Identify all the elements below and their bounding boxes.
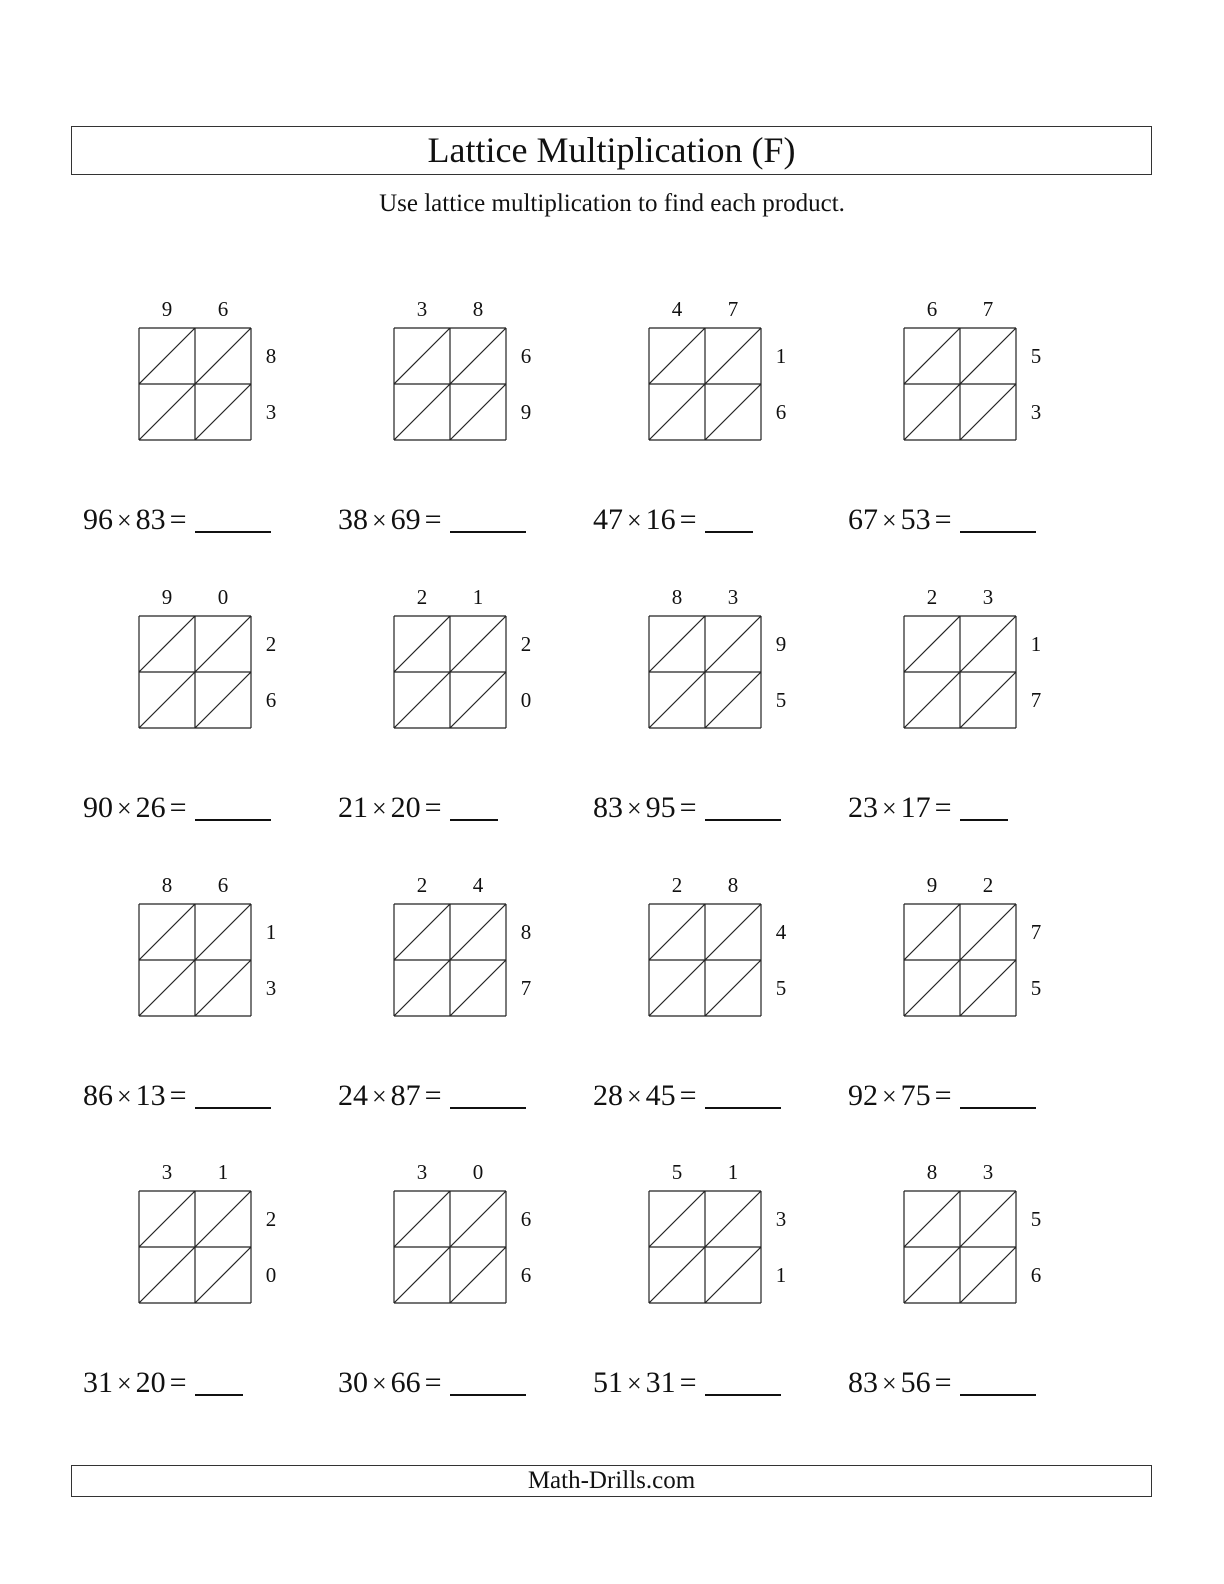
top-digit: 3 — [416, 1160, 428, 1184]
diagonal-line — [649, 1191, 705, 1247]
equation — [593, 1366, 781, 1400]
side-digit: 5 — [775, 688, 787, 712]
top-digit: 0 — [472, 1160, 484, 1184]
answer-blank[interactable] — [705, 530, 753, 533]
diagonal-line — [450, 904, 506, 960]
answer-blank[interactable] — [450, 1106, 526, 1109]
lattice-grid — [121, 1156, 291, 1316]
top-digit: 5 — [671, 1160, 683, 1184]
problem — [71, 581, 326, 871]
factor-b: 53 — [900, 503, 931, 536]
side-digit: 6 — [520, 344, 532, 368]
diagonal-line — [904, 904, 960, 960]
diagonal-line — [904, 1247, 960, 1303]
factor-a: 21 — [338, 791, 368, 824]
times-sign: × — [117, 794, 132, 823]
equation — [848, 1366, 1036, 1400]
times-sign: × — [882, 1369, 897, 1398]
equals-sign: = — [679, 1366, 697, 1399]
diagonal-line — [904, 616, 960, 672]
equation — [848, 503, 1036, 537]
side-digit: 6 — [520, 1207, 532, 1231]
times-sign: × — [372, 1369, 387, 1398]
diagonal-line — [139, 384, 195, 440]
side-digit: 3 — [775, 1207, 787, 1231]
times-sign: × — [117, 1369, 132, 1398]
diagonal-line — [904, 328, 960, 384]
equation — [83, 1079, 271, 1113]
answer-blank[interactable] — [705, 818, 781, 821]
side-digit: 2 — [520, 632, 532, 656]
lattice-grid — [121, 869, 291, 1029]
top-digit: 8 — [671, 585, 683, 609]
diagonal-line — [960, 616, 1016, 672]
top-digit: 2 — [416, 585, 428, 609]
answer-blank[interactable] — [705, 1106, 781, 1109]
problem — [581, 581, 836, 871]
diagonal-line — [139, 1191, 195, 1247]
equals-sign: = — [424, 503, 442, 536]
top-digit: 3 — [416, 297, 428, 321]
problem — [836, 1156, 1091, 1446]
diagonal-line — [960, 384, 1016, 440]
times-sign: × — [627, 1369, 642, 1398]
side-digit: 1 — [775, 344, 787, 368]
diagonal-line — [960, 328, 1016, 384]
top-digit: 6 — [217, 873, 229, 897]
factor-b: 16 — [645, 503, 676, 536]
factor-b: 66 — [390, 1366, 421, 1399]
factor-b: 20 — [390, 791, 421, 824]
problem — [836, 869, 1091, 1159]
side-digit: 6 — [265, 688, 277, 712]
diagonal-line — [649, 328, 705, 384]
times-sign: × — [627, 794, 642, 823]
top-digit: 9 — [926, 873, 938, 897]
factor-a: 92 — [848, 1079, 878, 1112]
answer-blank[interactable] — [960, 530, 1036, 533]
equals-sign: = — [934, 1079, 952, 1112]
times-sign: × — [627, 506, 642, 535]
side-digit: 2 — [265, 632, 277, 656]
equation — [338, 791, 498, 825]
worksheet-title: Lattice Multiplication (F) — [71, 126, 1152, 175]
diagonal-line — [195, 904, 251, 960]
factor-b: 69 — [390, 503, 421, 536]
diagonal-line — [649, 384, 705, 440]
factor-a: 67 — [848, 503, 878, 536]
top-digit: 1 — [727, 1160, 739, 1184]
diagonal-line — [649, 904, 705, 960]
equation — [593, 503, 753, 537]
top-digit: 1 — [472, 585, 484, 609]
side-digit: 5 — [1030, 344, 1042, 368]
equation — [83, 503, 271, 537]
side-digit: 7 — [520, 976, 532, 1000]
side-digit: 3 — [265, 976, 277, 1000]
diagonal-line — [394, 328, 450, 384]
diagonal-line — [394, 1191, 450, 1247]
problem — [71, 1156, 326, 1446]
side-digit: 1 — [1030, 632, 1042, 656]
equation — [848, 1079, 1036, 1113]
answer-blank[interactable] — [960, 1106, 1036, 1109]
equation — [338, 1079, 526, 1113]
diagonal-line — [394, 1247, 450, 1303]
top-digit: 3 — [982, 585, 994, 609]
factor-a: 23 — [848, 791, 878, 824]
diagonal-line — [904, 384, 960, 440]
diagonal-line — [195, 1247, 251, 1303]
top-digit: 3 — [982, 1160, 994, 1184]
problem — [836, 293, 1091, 583]
side-digit: 7 — [1030, 920, 1042, 944]
equals-sign: = — [169, 791, 187, 824]
answer-blank[interactable] — [705, 1393, 781, 1396]
side-digit: 8 — [520, 920, 532, 944]
factor-a: 83 — [848, 1366, 878, 1399]
times-sign: × — [372, 1082, 387, 1111]
equation — [593, 1079, 781, 1113]
diagonal-line — [705, 904, 761, 960]
diagonal-line — [394, 904, 450, 960]
diagonal-line — [394, 960, 450, 1016]
diagonal-line — [649, 960, 705, 1016]
diagonal-line — [960, 1191, 1016, 1247]
side-digit: 8 — [265, 344, 277, 368]
equals-sign: = — [169, 503, 187, 536]
top-digit: 2 — [671, 873, 683, 897]
equals-sign: = — [934, 791, 952, 824]
lattice-grid — [376, 1156, 546, 1316]
diagonal-line — [394, 672, 450, 728]
diagonal-line — [139, 904, 195, 960]
diagonal-line — [904, 672, 960, 728]
equals-sign: = — [424, 1366, 442, 1399]
factor-a: 47 — [593, 503, 623, 536]
factor-a: 24 — [338, 1079, 368, 1112]
side-digit: 3 — [1030, 400, 1042, 424]
lattice-grid — [121, 581, 291, 741]
equals-sign: = — [424, 1079, 442, 1112]
diagonal-line — [649, 1247, 705, 1303]
side-digit: 0 — [265, 1263, 277, 1287]
top-digit: 8 — [161, 873, 173, 897]
problem — [71, 869, 326, 1159]
factor-b: 95 — [645, 791, 676, 824]
factor-a: 38 — [338, 503, 368, 536]
top-digit: 1 — [217, 1160, 229, 1184]
factor-a: 31 — [83, 1366, 113, 1399]
times-sign: × — [117, 506, 132, 535]
top-digit: 8 — [472, 297, 484, 321]
side-digit: 5 — [1030, 1207, 1042, 1231]
equation — [338, 503, 526, 537]
side-digit: 3 — [265, 400, 277, 424]
problem — [326, 293, 581, 583]
diagonal-line — [960, 672, 1016, 728]
times-sign: × — [627, 1082, 642, 1111]
footer-site-label: Math-Drills.com — [71, 1465, 1152, 1497]
lattice-grid — [631, 1156, 801, 1316]
side-digit: 6 — [1030, 1263, 1042, 1287]
diagonal-line — [139, 1247, 195, 1303]
factor-a: 28 — [593, 1079, 623, 1112]
factor-b: 83 — [135, 503, 166, 536]
problem — [581, 293, 836, 583]
diagonal-line — [195, 328, 251, 384]
top-digit: 2 — [416, 873, 428, 897]
answer-blank[interactable] — [195, 1393, 243, 1396]
answer-blank[interactable] — [195, 1106, 271, 1109]
answer-blank[interactable] — [195, 530, 271, 533]
diagonal-line — [195, 1191, 251, 1247]
top-digit: 9 — [161, 585, 173, 609]
lattice-grid — [376, 581, 546, 741]
factor-a: 96 — [83, 503, 113, 536]
answer-blank[interactable] — [450, 1393, 526, 1396]
top-digit: 2 — [926, 585, 938, 609]
lattice-grid — [631, 293, 801, 453]
diagonal-line — [450, 960, 506, 1016]
top-digit: 8 — [727, 873, 739, 897]
factor-b: 13 — [135, 1079, 166, 1112]
diagonal-line — [705, 960, 761, 1016]
side-digit: 5 — [775, 976, 787, 1000]
factor-a: 90 — [83, 791, 113, 824]
instructions: Use lattice multiplication to find each product. — [379, 190, 845, 217]
lattice-grid — [631, 581, 801, 741]
lattice-grid — [886, 1156, 1056, 1316]
diagonal-line — [904, 1191, 960, 1247]
factor-b: 75 — [900, 1079, 931, 1112]
problem — [836, 581, 1091, 871]
diagonal-line — [394, 616, 450, 672]
answer-blank[interactable] — [195, 818, 271, 821]
answer-blank[interactable] — [960, 818, 1008, 821]
top-digit: 7 — [982, 297, 994, 321]
diagonal-line — [139, 960, 195, 1016]
lattice-grid — [886, 293, 1056, 453]
top-digit: 4 — [671, 297, 683, 321]
lattice-grid — [121, 293, 291, 453]
side-digit: 9 — [775, 632, 787, 656]
diagonal-line — [139, 672, 195, 728]
diagonal-line — [705, 1247, 761, 1303]
diagonal-line — [960, 904, 1016, 960]
problem — [581, 1156, 836, 1446]
factor-b: 56 — [900, 1366, 931, 1399]
times-sign: × — [882, 506, 897, 535]
factor-b: 31 — [645, 1366, 676, 1399]
diagonal-line — [960, 1247, 1016, 1303]
times-sign: × — [117, 1082, 132, 1111]
diagonal-line — [450, 672, 506, 728]
times-sign: × — [882, 1082, 897, 1111]
diagonal-line — [705, 616, 761, 672]
side-digit: 7 — [1030, 688, 1042, 712]
equation — [593, 791, 781, 825]
factor-b: 20 — [135, 1366, 166, 1399]
top-digit: 2 — [982, 873, 994, 897]
diagonal-line — [450, 1247, 506, 1303]
top-digit: 6 — [926, 297, 938, 321]
problem — [326, 869, 581, 1159]
side-digit: 6 — [775, 400, 787, 424]
diagonal-line — [705, 1191, 761, 1247]
diagonal-line — [904, 960, 960, 1016]
equals-sign: = — [934, 503, 952, 536]
problem — [326, 1156, 581, 1446]
top-digit: 4 — [472, 873, 484, 897]
factor-a: 83 — [593, 791, 623, 824]
side-digit: 9 — [520, 400, 532, 424]
equation — [83, 1366, 243, 1400]
diagonal-line — [450, 616, 506, 672]
top-digit: 3 — [727, 585, 739, 609]
side-digit: 4 — [775, 920, 787, 944]
diagonal-line — [450, 384, 506, 440]
equals-sign: = — [169, 1079, 187, 1112]
factor-b: 26 — [135, 791, 166, 824]
lattice-grid — [886, 869, 1056, 1029]
equals-sign: = — [679, 1079, 697, 1112]
lattice-grid — [376, 293, 546, 453]
equation — [338, 1366, 526, 1400]
factor-a: 51 — [593, 1366, 623, 1399]
diagonal-line — [649, 616, 705, 672]
diagonal-line — [139, 328, 195, 384]
times-sign: × — [372, 506, 387, 535]
top-digit: 6 — [217, 297, 229, 321]
problem — [326, 581, 581, 871]
equation — [848, 791, 1008, 825]
top-digit: 7 — [727, 297, 739, 321]
side-digit: 6 — [520, 1263, 532, 1287]
equals-sign: = — [169, 1366, 187, 1399]
factor-b: 87 — [390, 1079, 421, 1112]
times-sign: × — [882, 794, 897, 823]
lattice-grid — [631, 869, 801, 1029]
factor-a: 86 — [83, 1079, 113, 1112]
top-digit: 3 — [161, 1160, 173, 1184]
answer-blank[interactable] — [450, 530, 526, 533]
lattice-grid — [886, 581, 1056, 741]
side-digit: 2 — [265, 1207, 277, 1231]
diagonal-line — [450, 1191, 506, 1247]
equation — [83, 791, 271, 825]
factor-a: 30 — [338, 1366, 368, 1399]
top-digit: 0 — [217, 585, 229, 609]
equals-sign: = — [934, 1366, 952, 1399]
times-sign: × — [372, 794, 387, 823]
diagonal-line — [649, 672, 705, 728]
diagonal-line — [705, 672, 761, 728]
diagonal-line — [960, 960, 1016, 1016]
side-digit: 5 — [1030, 976, 1042, 1000]
top-digit: 8 — [926, 1160, 938, 1184]
problem — [71, 293, 326, 583]
diagonal-line — [450, 328, 506, 384]
equals-sign: = — [424, 791, 442, 824]
diagonal-line — [195, 672, 251, 728]
answer-blank[interactable] — [450, 818, 498, 821]
diagonal-line — [139, 616, 195, 672]
diagonal-line — [394, 384, 450, 440]
side-digit: 0 — [520, 688, 532, 712]
diagonal-line — [195, 384, 251, 440]
diagonal-line — [195, 616, 251, 672]
side-digit: 1 — [775, 1263, 787, 1287]
side-digit: 1 — [265, 920, 277, 944]
diagonal-line — [705, 328, 761, 384]
problem — [581, 869, 836, 1159]
equals-sign: = — [679, 791, 697, 824]
factor-b: 17 — [900, 791, 931, 824]
diagonal-line — [705, 384, 761, 440]
diagonal-line — [195, 960, 251, 1016]
lattice-grid — [376, 869, 546, 1029]
factor-b: 45 — [645, 1079, 676, 1112]
top-digit: 9 — [161, 297, 173, 321]
answer-blank[interactable] — [960, 1393, 1036, 1396]
equals-sign: = — [679, 503, 697, 536]
